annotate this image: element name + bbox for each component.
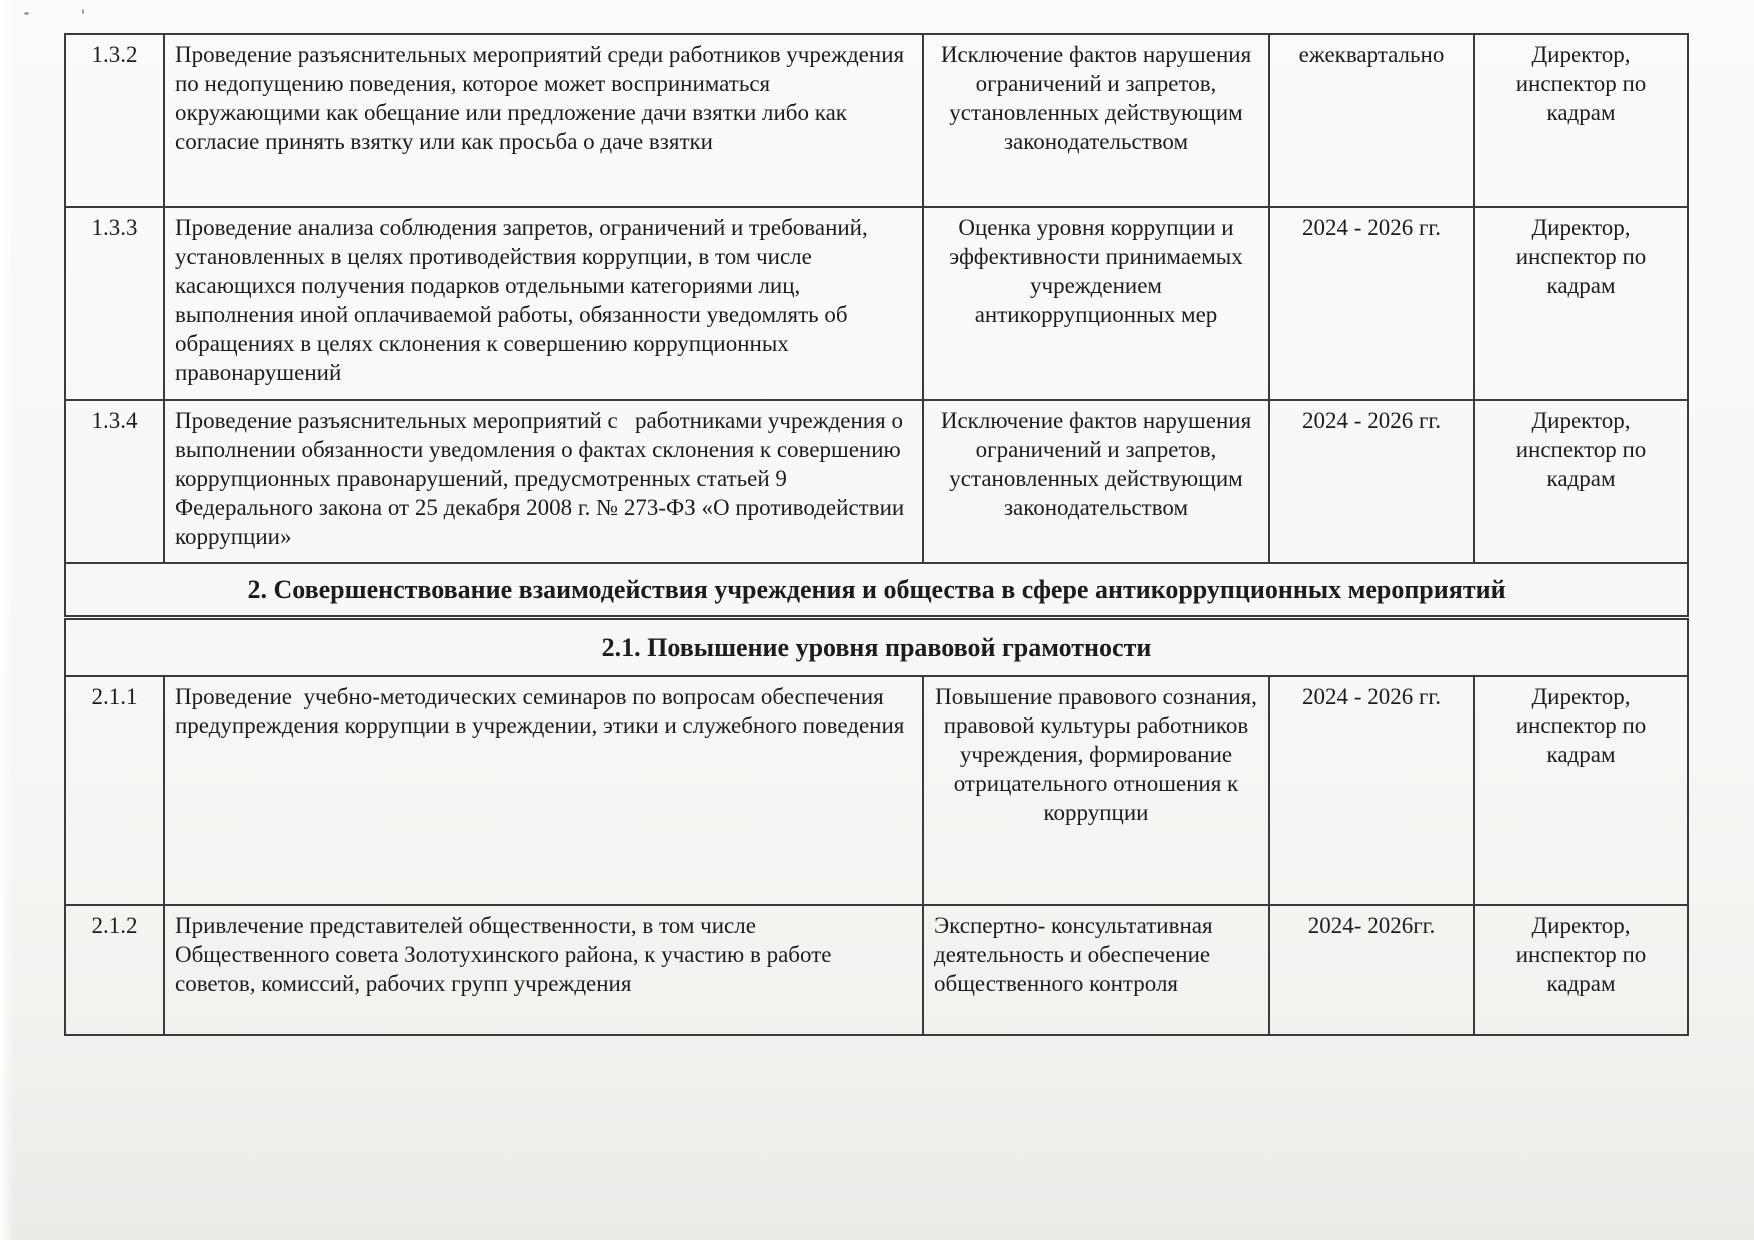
term-cell: 2024- 2026гг. [1269, 905, 1474, 1035]
measure-cell: Проведение разъяснительных мероприятий среди работников учреждения по недопущению поведения, которое может восприниматься окружающими как обещание или предложение дачи взятки либо как согласие принять взятку или как просьба о даче взятки [164, 34, 923, 207]
measure-cell: Проведение разъяснительных мероприятий с работниками учреждения о выполнении обязанности уведомления о фактах склонения к совершению коррупционных правонарушений, предусмотренных статьей 9 Федерального закона от 25 декабря 2008 г. № 273-ФЗ «О противодействии коррупции» [164, 400, 923, 563]
row-number-cell: 1.3.2 [65, 34, 164, 207]
section-header: 2. Совершенствование взаимодействия учреждения и общества в сфере антикоррупционных мероприятий [65, 563, 1688, 617]
measure-cell: Проведение анализа соблюдения запретов, ограничений и требований, установленных в целях противодействия коррупции, в том числе касающихся получения подарков отдельными категориями лиц, выполнения иной оплачиваемой работы, обязанности уведомлять об обращениях в целях склонения к совершению коррупционных правонарушений [164, 207, 923, 400]
responsible-cell: Директор, инспектор по кадрам [1474, 400, 1688, 563]
result-cell: Исключение фактов нарушения ограничений и запретов, установленных действующим законодательством [923, 400, 1269, 563]
scan-speck [24, 12, 29, 15]
scan-speck [82, 9, 84, 14]
result-cell: Экспертно- консультативная деятельность и обеспечение общественного контроля [923, 905, 1269, 1035]
measure-cell: Привлечение представителей общественности, в том числе Общественного совета Золотухинского района, к участию в работе советов, комиссий, рабочих групп учреждения [164, 905, 923, 1035]
row-number-cell: 2.1.1 [65, 676, 164, 905]
responsible-cell: Директор, инспектор по кадрам [1474, 676, 1688, 905]
section-header-row [65, 563, 1688, 617]
responsible-cell: Директор, инспектор по кадрам [1474, 34, 1688, 207]
row-number-cell: 1.3.3 [65, 207, 164, 400]
measure-cell: Проведение учебно-методических семинаров по вопросам обеспечения предупреждения коррупции в учреждении, этики и служебного поведения [164, 676, 923, 905]
result-cell: Повышение правового сознания, правовой культуры работников учреждения, формирование отрицательного отношения к коррупции [923, 676, 1269, 905]
table-row [65, 34, 1688, 207]
section-header-row [65, 617, 1688, 676]
responsible-cell: Директор, инспектор по кадрам [1474, 905, 1688, 1035]
table-row [65, 207, 1688, 400]
anticorruption-plan-table [64, 33, 1689, 1036]
row-number-cell: 2.1.2 [65, 905, 164, 1035]
result-cell: Оценка уровня коррупции и эффективности принимаемых учреждением антикоррупционных мер [923, 207, 1269, 400]
table-row [65, 676, 1688, 905]
term-cell: ежеквартально [1269, 34, 1474, 207]
result-cell: Исключение фактов нарушения ограничений и запретов, установленных действующим законодательством [923, 34, 1269, 207]
table-row [65, 400, 1688, 563]
responsible-cell: Директор, инспектор по кадрам [1474, 207, 1688, 400]
term-cell: 2024 - 2026 гг. [1269, 676, 1474, 905]
term-cell: 2024 - 2026 гг. [1269, 400, 1474, 563]
term-cell: 2024 - 2026 гг. [1269, 207, 1474, 400]
table-row [65, 905, 1688, 1035]
row-number-cell: 1.3.4 [65, 400, 164, 563]
section-header: 2.1. Повышение уровня правовой грамотности [65, 617, 1688, 676]
